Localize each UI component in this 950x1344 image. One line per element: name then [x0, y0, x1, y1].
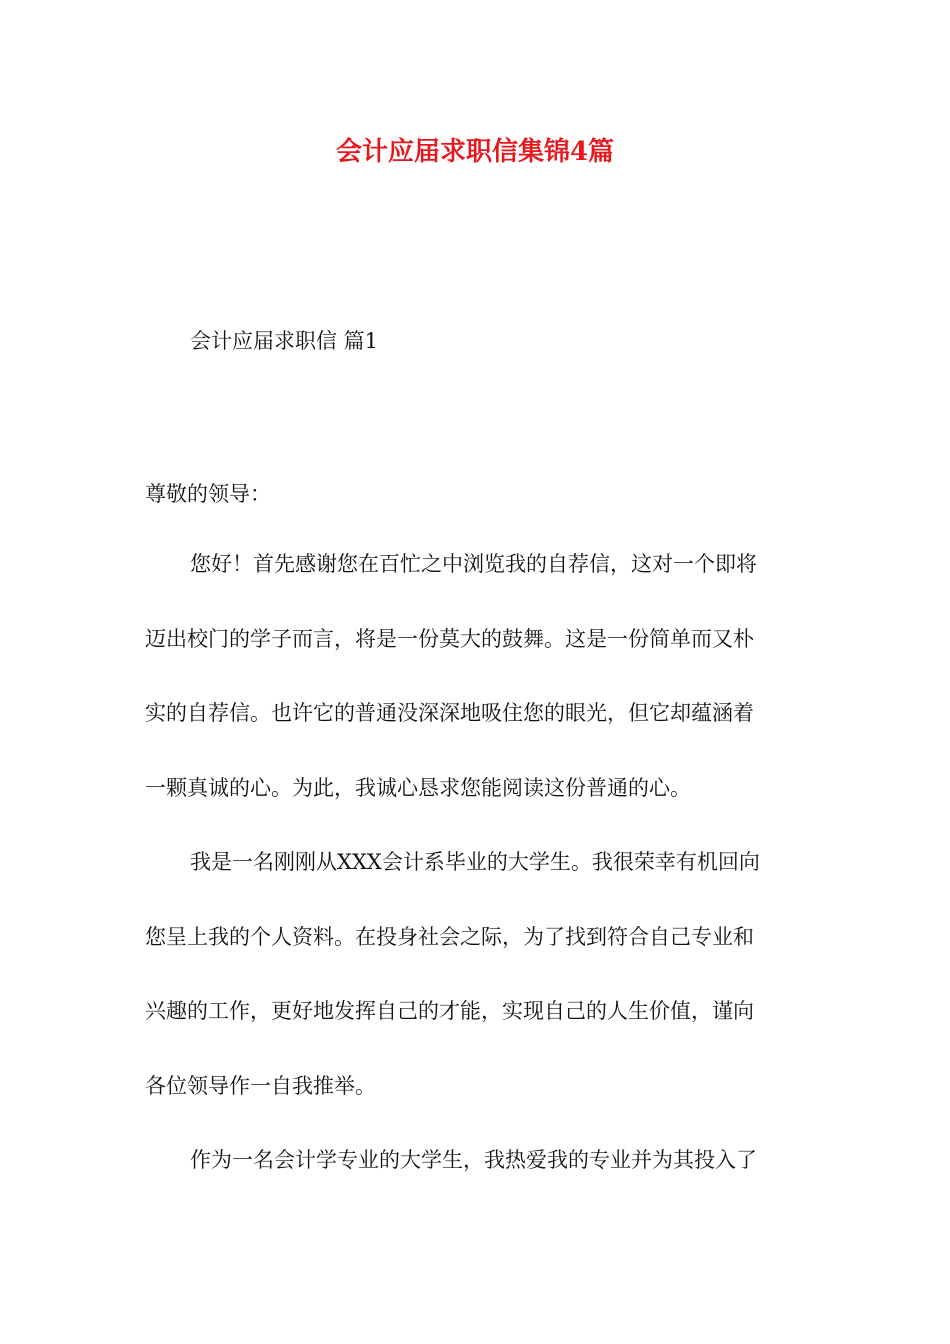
paragraph-line: 您呈上我的个人资料。在投身社会之际，为了找到符合自己专业和 [145, 924, 754, 949]
paragraph-line: 各位领导作一自我推举。 [145, 1073, 376, 1098]
paragraph-line: 作为一名会计学专业的大学生，我热爱我的专业并为其投入了 [190, 1148, 757, 1172]
salutation: 尊敬的领导： [145, 482, 271, 506]
section-heading: 会计应届求职信 篇1 [190, 329, 379, 353]
paragraph-1 [145, 527, 807, 825]
paragraph-line: 您好！首先感谢您在百忙之中浏览我的自荐信，这对一个即将 [190, 552, 757, 576]
paragraph-line: 一颗真诚的心。为此，我诚心恳求您能阅读这份普通的心。 [145, 775, 691, 800]
paragraph-line: 兴趣的工作，更好地发挥自己的才能，实现自己的人生价值，谨向 [145, 999, 754, 1023]
paragraph-line: 迈出校门的学子而言，将是一份莫大的鼓舞。这是一份简单而又朴 [145, 626, 754, 651]
paragraph-line: 实的自荐信。也许它的普通没深深地吸住您的眼光，但它却蕴涵着 [145, 701, 754, 725]
document-title: 会计应届求职信集锦4篇 [335, 137, 615, 167]
paragraph-line: 我是一名刚刚从XXX会计系毕业的大学生。我很荣幸有机回向 [190, 850, 760, 874]
paragraph-3 [145, 1123, 807, 1198]
paragraph-2 [145, 825, 807, 1123]
